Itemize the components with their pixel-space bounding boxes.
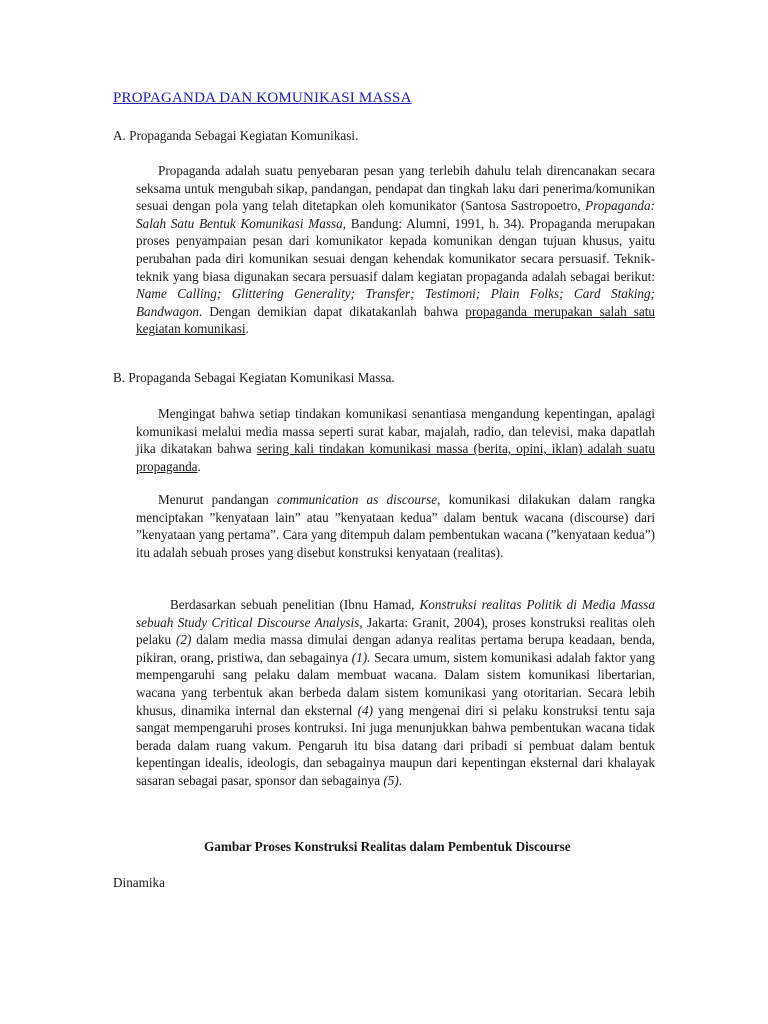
text-run: Mengingat bahwa setiap tindakan komunikasi senantiasa mengandung kepentingan, apalagi komunikasi melalui media massa seperti surat kabar, majalah, radio, dan televisi, maka dapatlah jika dikatakan bahwa xyxy=(136,406,655,457)
italic-ref: (1). xyxy=(351,649,371,665)
text-run: Propaganda adalah suatu penyebaran pesan yang terlebih dahulu telah direncanakan secara seksama untuk mengubah sikap, pandangan, pendapat dan tingkah laku dari penerima/komunikan sesuai dengan pola yang telah ditetapkan oleh komunikator (Santosa Sastropoetro, xyxy=(136,163,655,214)
italic-book-title: Konstruksi realitas Politik di Media Massa sebuah Study Critical Discourse Analysis xyxy=(136,597,655,630)
text-run: Berdasarkan sebuah penelitian (Ibnu Hamad, xyxy=(170,597,420,612)
text-run: , komunikasi dilakukan dalam rangka menciptakan ”kenyataan lain” atau ”kenyataan kedua” dalam bentuk wacana (discourse) dari ”kenyataan yang pertama”. Cara yang ditempuh dalam pembentukan wacana (”kenyataan kedua”) itu adalah sebuah proses yang disebut konstruksi kenyataan (realitas). xyxy=(136,492,655,560)
paragraph-discourse xyxy=(136,491,655,561)
italic-term: communication as discourse xyxy=(277,492,438,507)
underlined-statement: sering kali tindakan komunikasi massa (berita, opini, iklan) adalah suatu propaganda xyxy=(136,441,655,474)
text-run: Menurut pandangan xyxy=(158,492,278,507)
paragraph-mass-communication xyxy=(136,405,655,475)
section-a-heading: A. Propaganda Sebagai Kegiatan Komunikasi. xyxy=(113,128,359,143)
text-run: , Jakarta: Granit, 2004), proses konstruksi realitas oleh pelaku xyxy=(136,614,656,648)
text-run: . xyxy=(197,458,201,474)
paragraph-research xyxy=(136,596,655,790)
document-title: PROPAGANDA DAN KOMUNIKASI MASSA xyxy=(113,90,412,106)
text-run: . Dengan demikian dapat dikatakanlah bahwa xyxy=(199,303,466,319)
text-run: . xyxy=(245,321,249,337)
italic-ref: (4) xyxy=(357,702,373,718)
figure-caption: Gambar Proses Konstruksi Realitas dalam Pembentuk Discourse xyxy=(204,839,571,854)
text-run: dalam media massa dimulai dengan adanya realitas pertama berupa keadaan, benda, pikiran, orang, pristiwa, dan sebagainya xyxy=(136,632,655,665)
text-run: yang mengenai diri si pelaku konstruksi tentu saja sangat mempengaruhi proses kontruksi. Ini juga menunjukkan bahwa pembentukan wacana tidak berada dalam ruang vakum. Pengaruh itu bisa datang dari pribadi si pembuat dalam bentuk kepentingan idealis, ideologis, dan sebagainya maupun dari kepentingan eksternal dari khalayak sasaran sebagai pasar, sponsor dan sebagainya xyxy=(136,702,655,788)
italic-book-title: Propaganda: Salah Satu Bentuk Komunikasi Massa xyxy=(136,198,655,231)
text-run: . xyxy=(398,772,403,788)
trailing-word: Dinamika xyxy=(113,875,166,890)
section-b-heading: B. Propaganda Sebagai Kegiatan Komunikasi Massa. xyxy=(113,370,395,385)
italic-ref: (2) xyxy=(176,632,192,648)
italic-ref: (5) xyxy=(383,772,399,788)
paragraph-propaganda-definition xyxy=(136,162,655,338)
text-run: , Bandung: Alumni, 1991, h. 34). Propaganda merupakan proses penyampaian pesan dari komunikator kepada komunikan dengan tujuan khusus, yaitu perubahan pada diri komunikan sesuai dengan kehendak komunikator secara persuasif. Teknik-teknik yang biasa digunakan secara persuasif dalam kegiatan propaganda adalah sebagai berikut: xyxy=(136,215,655,284)
underlined-conclusion: propaganda merupakan salah satu kegiatan komunikasi xyxy=(136,303,656,337)
text-run: Secara umum, sistem komunikasi adalah faktor yang mempengaruhi sang pelaku dalam membuat wacana. Dalam sistem komunikasi libertarian, wacana yang terbentuk akan berbeda dalam sistem komunikasi yang otoritarian. Secara lebih khusus, dinamika internal dan eksternal xyxy=(136,649,655,718)
italic-techniques: Name Calling; Glittering Generality; Transfer; Testimoni; Plain Folks; Card Staking; Bandwagon xyxy=(136,286,655,319)
